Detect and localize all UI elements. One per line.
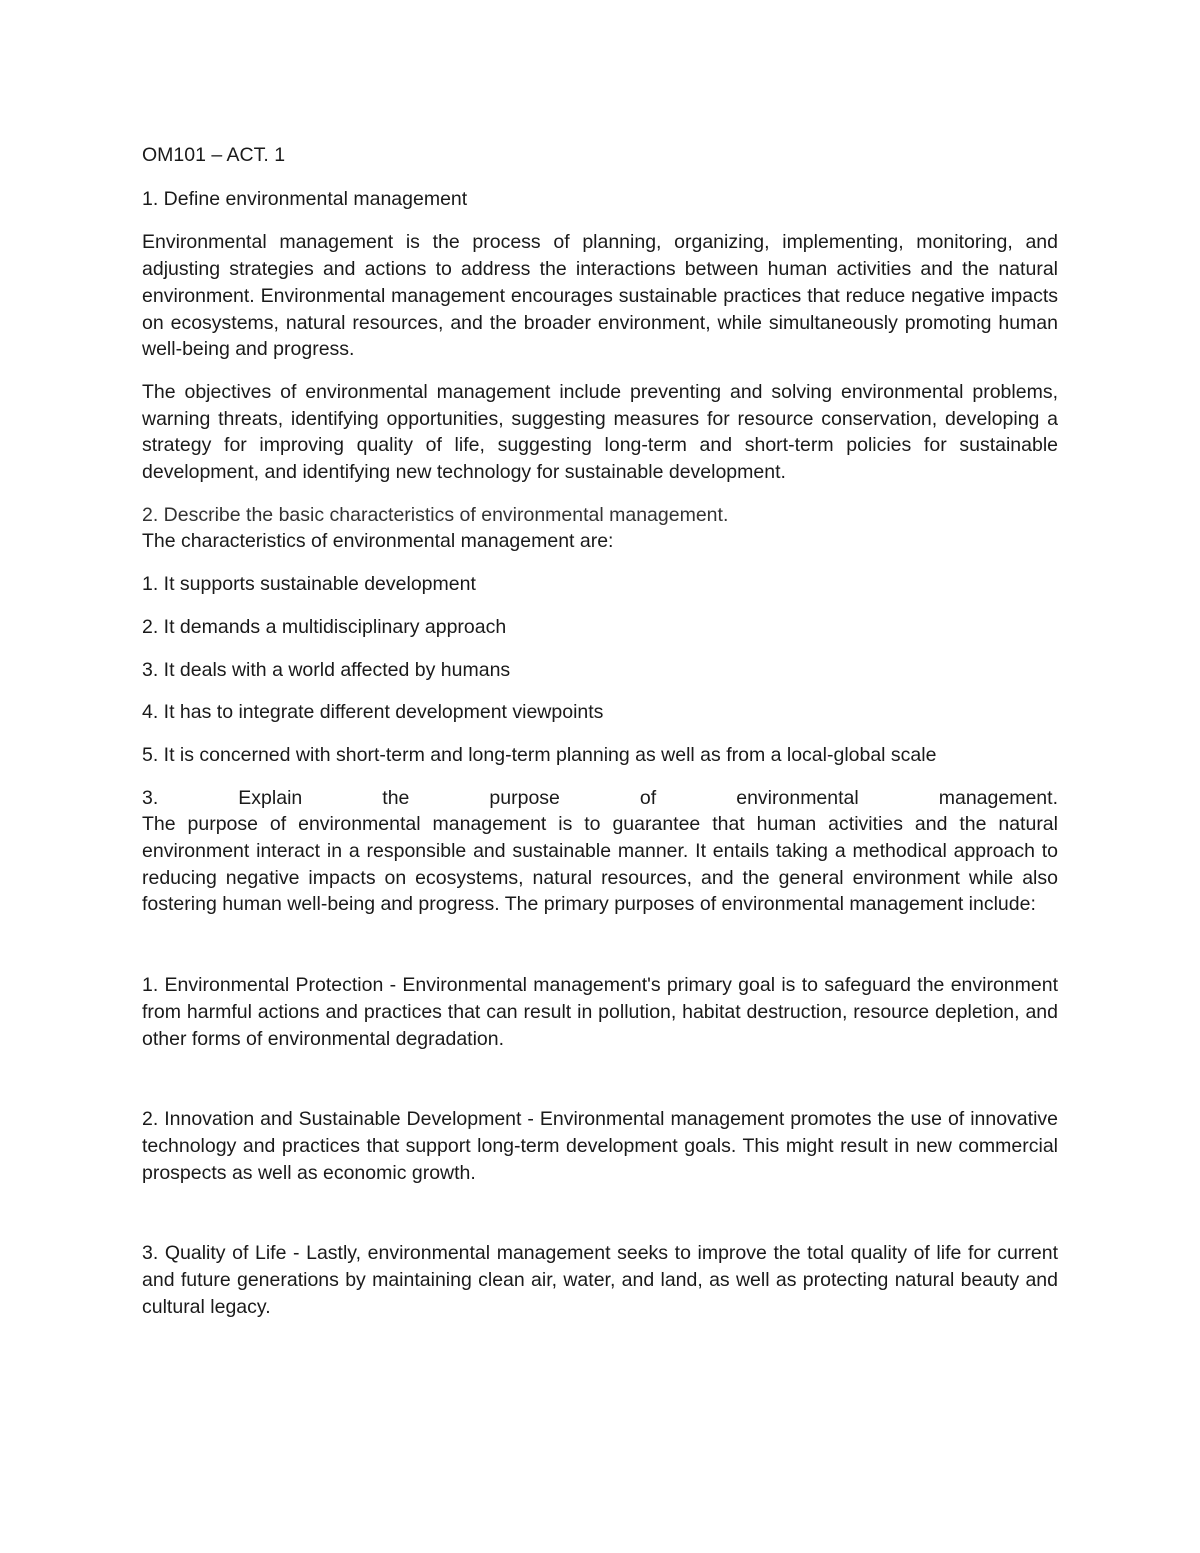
document-title: OM101 – ACT. 1 (142, 144, 286, 166)
characteristic-item: 1. It supports sustainable development (142, 573, 476, 596)
question-3-section (142, 785, 1058, 1321)
characteristic-item: 2. It demands a multidisciplinary approach (142, 615, 507, 638)
question-2-intro: The characteristics of environmental management are: (142, 530, 614, 553)
characteristic-item: 3. It deals with a world affected by humans (142, 658, 511, 681)
document-page (142, 142, 1058, 1321)
question-2-section (142, 502, 1058, 769)
question-1-paragraph: The objectives of environmental management include preventing and solving environmental problems, warning threats, identifying opportunities, suggesting measures for resource conservation, developing a strategy for improving quality of life, suggesting long-term and short-term policies for sustainable development, and identifying new technology for sustainable development. (142, 380, 1058, 484)
question-2-heading: 2. Describe the basic characteristics of environmental management. (142, 503, 729, 526)
question-1-heading: 1. Define environmental management (142, 187, 468, 210)
characteristic-item: 4. It has to integrate different development viewpoints (142, 701, 604, 724)
purpose-item: 3. Quality of Life - Lastly, environmental management seeks to improve the total quality of life for current and future generations by maintaining clean air, water, and land, as well as protecting natural beauty and cultural legacy. (142, 1242, 1058, 1318)
characteristic-item: 5. It is concerned with short-term and long-term planning as well as from a local-global scale (142, 743, 937, 766)
question-1-paragraph: Environmental management is the process of planning, organizing, implementing, monitoring, and adjusting strategies and actions to address the interactions between human activities and the natural environment. Environmental management encourages sustainable practices that reduce negative impacts on ecosystems, natural resources, and the broader environment, while simultaneously promoting human well-being and progress. (142, 231, 1058, 361)
question-3-intro: The purpose of environmental management is to guarantee that human activities and the natural environment interact in a responsible and sustainable manner. It entails taking a methodical approach to reducing negative impacts on ecosystems, natural resources, and the general environment while also fostering human well-being and progress. The primary purposes of environmental management include: (142, 813, 1058, 916)
question-3-heading: 3. Explain the purpose of environmental management. (142, 786, 1058, 809)
purpose-item: 1. Environmental Protection - Environmental management's primary goal is to safeguard the environment from harmful actions and practices that can result in pollution, habitat destruction, resource depletion, and other forms of environmental degradation. (142, 974, 1058, 1050)
purpose-item: 2. Innovation and Sustainable Development - Environmental management promotes the use of innovative technology and practices that support long-term development goals. This might result in new commercial prospects as well as economic growth. (142, 1108, 1058, 1184)
question-1-section (142, 186, 1058, 486)
